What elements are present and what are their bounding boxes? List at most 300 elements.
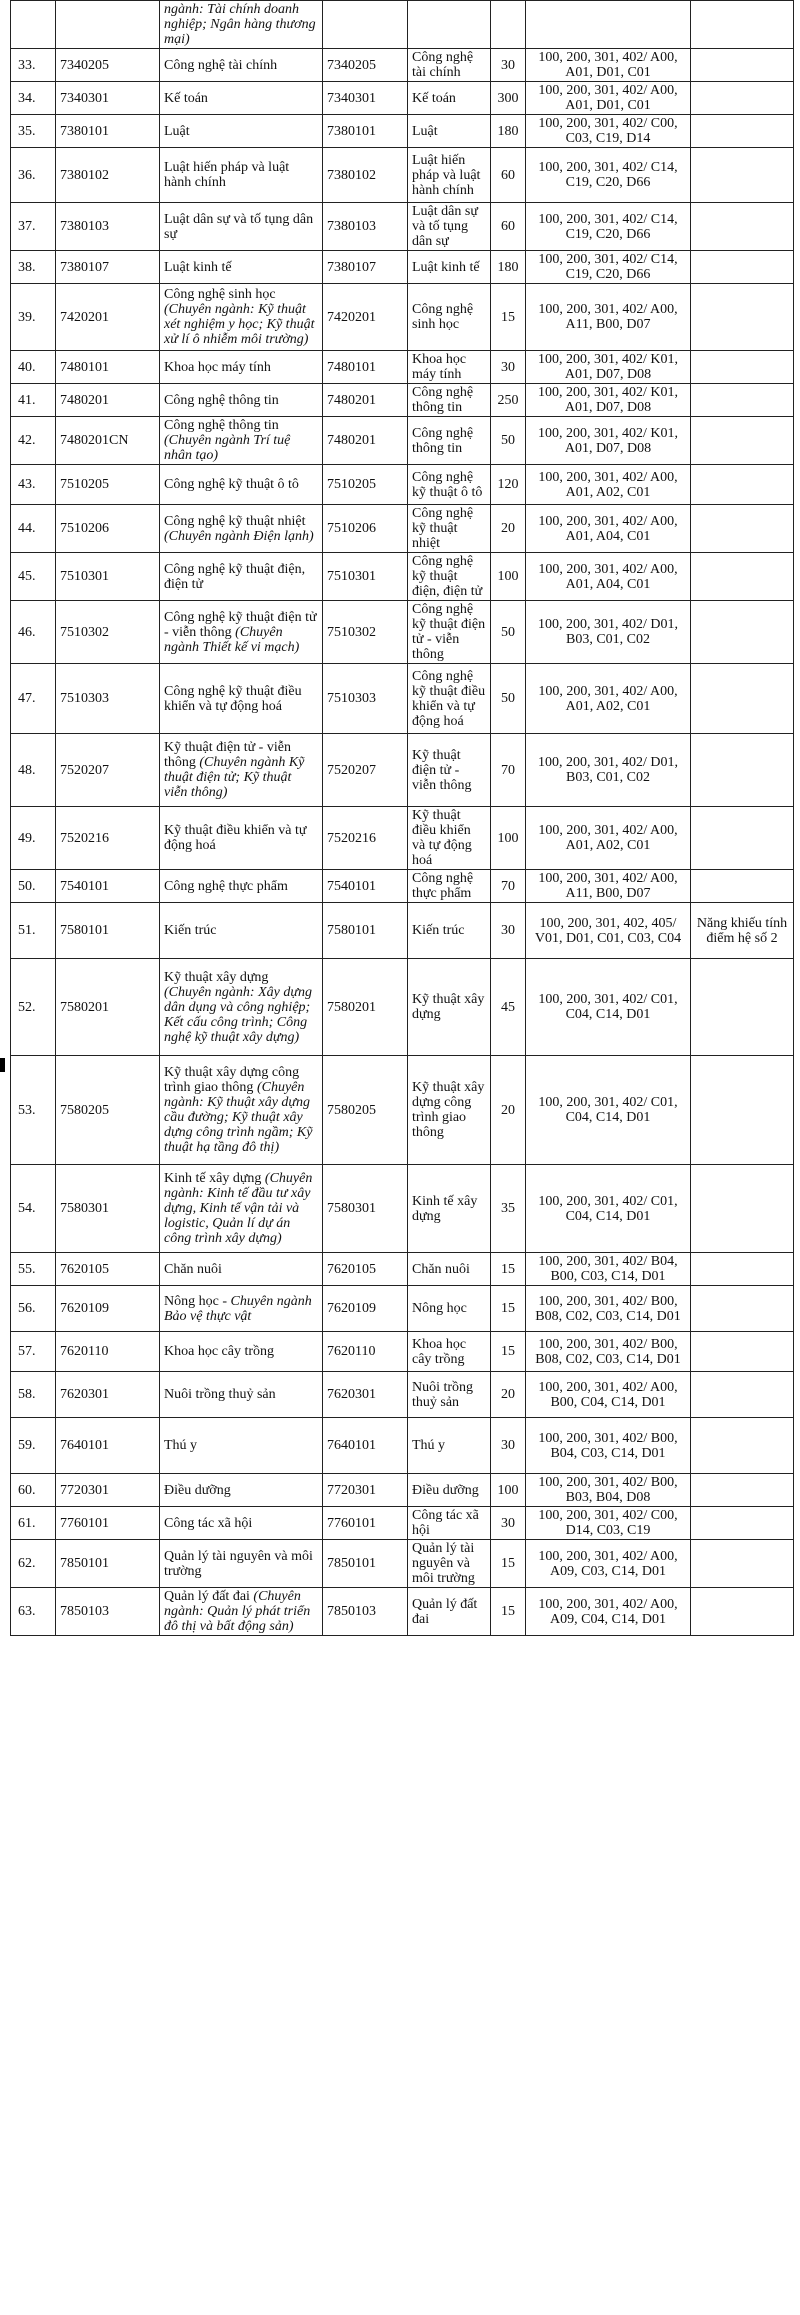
- std-code-text: 7340301: [327, 90, 376, 106]
- note-cell: [691, 1588, 794, 1636]
- stt-text: 34.: [18, 90, 36, 106]
- code-text: 7480201: [60, 392, 109, 408]
- name-text: Thú y: [164, 1438, 198, 1453]
- admission-table: [10, 0, 794, 1636]
- std-code-cell: [323, 82, 408, 115]
- name-note-text: (Chuyên ngành Điện lạnh): [164, 528, 314, 544]
- name-note-text: (Chuyên ngành: Kinh tế đầu tư xây dựng, Kinh tế vận tải và logistic, Quản lí dự án công trình xây dựng): [164, 1171, 313, 1246]
- std-code-cell: [323, 384, 408, 417]
- code-text: 7340205: [60, 57, 109, 73]
- combos-cell: [526, 664, 691, 734]
- name-text: Công nghệ tài chính: [164, 57, 278, 73]
- std-name-text: Luật: [412, 123, 438, 139]
- std-name-cell: [408, 601, 491, 664]
- stt-cell: [11, 1372, 56, 1418]
- combos-cell: [526, 1165, 691, 1253]
- quota-cell: [491, 1418, 526, 1474]
- quota-text: 15: [501, 1604, 515, 1619]
- note-cell: [691, 1474, 794, 1507]
- std-code-text: 7510301: [327, 569, 376, 584]
- combos-text: 100, 200, 301, 402/ A00, A11, B00, D07: [538, 871, 678, 901]
- name-text: Khoa học máy tính: [164, 359, 271, 375]
- code-cell: [56, 664, 160, 734]
- quota-text: 30: [501, 1515, 515, 1531]
- std-name-cell: [408, 1507, 491, 1540]
- std-name-text: Công nghệ sinh học: [412, 302, 474, 332]
- std-code-cell: [323, 1332, 408, 1372]
- std-name-cell: [408, 1540, 491, 1588]
- code-text: 7850103: [60, 1604, 109, 1619]
- std-name-cell: [408, 1253, 491, 1286]
- quota-cell: [491, 601, 526, 664]
- std-code-cell: [323, 1588, 408, 1636]
- stt-text: 33.: [18, 57, 36, 73]
- std-name-cell: [408, 417, 491, 465]
- name-text: Luật kinh tế: [164, 259, 232, 275]
- std-name-cell: [408, 553, 491, 601]
- std-code-text: 7340205: [327, 57, 376, 73]
- stt-cell: [11, 664, 56, 734]
- quota-cell: [491, 384, 526, 417]
- stt-cell: [11, 959, 56, 1056]
- code-cell: [56, 601, 160, 664]
- name-cell: [160, 1165, 323, 1253]
- stt-cell: [11, 601, 56, 664]
- std-name-text: Công nghệ kỹ thuật điện tử - viễn thông: [412, 602, 486, 662]
- quota-cell: [491, 807, 526, 870]
- combos-text: 100, 200, 301, 402/ C14, C19, C20, D66: [538, 211, 678, 242]
- combos-text: 100, 200, 301, 402/ A00, A01, D01, C01: [538, 50, 678, 80]
- std-code-text: 7380102: [327, 167, 376, 183]
- std-code-cell: [323, 465, 408, 505]
- combos-text: 100, 200, 301, 402/ A00, A01, D01, C01: [538, 83, 678, 113]
- combos-text: 100, 200, 301, 402/ A00, A11, B00, D07: [538, 302, 678, 332]
- stt-text: 39.: [18, 309, 36, 325]
- std-name-text: Kiến trúc: [412, 923, 465, 938]
- stt-text: 36.: [18, 167, 36, 183]
- code-cell: [56, 1253, 160, 1286]
- quota-text: 60: [501, 167, 515, 183]
- std-name-text: Kinh tế xây dựng: [412, 1193, 478, 1224]
- quota-text: 15: [501, 1301, 515, 1316]
- quota-text: 15: [501, 309, 515, 325]
- name-cell: [160, 807, 323, 870]
- std-name-cell: [408, 1056, 491, 1165]
- quota-text: 15: [501, 1261, 515, 1277]
- std-code-cell: [323, 734, 408, 807]
- std-code-cell: [323, 1056, 408, 1165]
- name-cell: [160, 284, 323, 351]
- code-text: 7580101: [60, 923, 109, 938]
- std-code-cell: [323, 1507, 408, 1540]
- quota-cell: [491, 417, 526, 465]
- std-code-cell: [323, 553, 408, 601]
- std-code-text: 7520207: [327, 762, 376, 778]
- std-code-cell: [323, 417, 408, 465]
- code-cell: [56, 417, 160, 465]
- note-cell: [691, 734, 794, 807]
- note-cell: [691, 903, 794, 959]
- note-cell: [691, 1, 794, 49]
- quota-cell: [491, 351, 526, 384]
- combos-cell: [526, 1474, 691, 1507]
- name-cell: [160, 1540, 323, 1588]
- quota-text: 60: [501, 219, 515, 234]
- combos-cell: [526, 505, 691, 553]
- code-cell: [56, 870, 160, 903]
- name-text: Công tác xã hội: [164, 1515, 253, 1531]
- note-cell: [691, 49, 794, 82]
- code-cell: [56, 959, 160, 1056]
- table-row: [11, 82, 794, 115]
- combos-cell: [526, 148, 691, 203]
- quota-text: 50: [501, 624, 515, 640]
- stt-text: 42.: [18, 433, 36, 448]
- note-cell: [691, 148, 794, 203]
- name-text: Quản lý tài nguyên và môi trường: [164, 1548, 313, 1579]
- std-code-cell: [323, 115, 408, 148]
- code-cell: [56, 903, 160, 959]
- quota-cell: [491, 49, 526, 82]
- name-text: Công nghệ kỹ thuật nhiệt: [164, 513, 306, 529]
- note-cell: [691, 82, 794, 115]
- name-text: Luật hiến pháp và luật hành chính: [164, 160, 290, 190]
- combos-cell: [526, 1507, 691, 1540]
- quota-text: 30: [501, 923, 515, 938]
- stt-cell: [11, 284, 56, 351]
- std-name-text: Kỹ thuật điều khiển và tự động hoá: [412, 808, 472, 868]
- std-name-cell: [408, 1372, 491, 1418]
- code-cell: [56, 807, 160, 870]
- quota-cell: [491, 1372, 526, 1418]
- stt-cell: [11, 384, 56, 417]
- code-text: 7620109: [60, 1301, 109, 1316]
- name-text: Luật dân sự và tố tụng dân sự: [164, 211, 314, 242]
- table-row: [11, 1056, 794, 1165]
- name-cell: [160, 734, 323, 807]
- std-name-text: Luật hiến pháp và luật hành chính: [412, 152, 481, 198]
- name-text: Công nghệ kỹ thuật điều khiển và tự động hoá: [164, 683, 302, 714]
- table-row: [11, 1372, 794, 1418]
- std-code-text: 7380103: [327, 219, 376, 234]
- table-row: [11, 959, 794, 1056]
- table-row: [11, 284, 794, 351]
- code-text: 7580301: [60, 1201, 109, 1216]
- code-cell: [56, 1332, 160, 1372]
- name-cell: [160, 553, 323, 601]
- stt-text: 57.: [18, 1344, 36, 1359]
- table-row: [11, 465, 794, 505]
- combos-cell: [526, 351, 691, 384]
- name-text: Công nghệ kỹ thuật điện tử - viễn thông: [164, 609, 317, 640]
- code-text: 7580201: [60, 999, 109, 1015]
- code-cell: [56, 553, 160, 601]
- name-text: Công nghệ thực phẩm: [164, 878, 288, 894]
- stt-cell: [11, 251, 56, 284]
- combos-cell: [526, 1332, 691, 1372]
- code-text: 7340301: [60, 90, 109, 106]
- combos-cell: [526, 1540, 691, 1588]
- code-cell: [56, 115, 160, 148]
- quota-text: 300: [497, 90, 519, 106]
- stt-cell: [11, 82, 56, 115]
- quota-cell: [491, 1588, 526, 1636]
- stt-text: 46.: [18, 624, 36, 640]
- code-cell: [56, 1286, 160, 1332]
- table-row: [11, 1253, 794, 1286]
- std-name-text: Công nghệ kỹ thuật nhiệt: [412, 506, 474, 551]
- combos-cell: [526, 807, 691, 870]
- std-code-text: 7580205: [327, 1102, 376, 1118]
- std-code-text: 7620105: [327, 1261, 376, 1277]
- stt-cell: [11, 1165, 56, 1253]
- std-name-cell: [408, 1165, 491, 1253]
- code-text: 7760101: [60, 1515, 109, 1531]
- quota-text: 120: [497, 477, 519, 492]
- note-cell: [691, 351, 794, 384]
- name-text: Công nghệ kỹ thuật điện, điện tử: [164, 561, 306, 592]
- code-text: 7380102: [60, 167, 109, 183]
- stt-text: 53.: [18, 1102, 36, 1118]
- note-cell: [691, 553, 794, 601]
- std-code-cell: [323, 601, 408, 664]
- std-code-cell: [323, 664, 408, 734]
- std-name-text: Thú y: [412, 1438, 446, 1453]
- code-cell: [56, 384, 160, 417]
- note-cell: [691, 1332, 794, 1372]
- name-cell: [160, 1332, 323, 1372]
- std-code-cell: [323, 870, 408, 903]
- quota-cell: [491, 465, 526, 505]
- code-cell: [56, 1, 160, 49]
- name-text: Kiến trúc: [164, 923, 217, 938]
- name-cell: [160, 49, 323, 82]
- combos-text: 100, 200, 301, 402/ B00, B04, C03, C14, D01: [538, 1430, 678, 1461]
- quota-cell: [491, 734, 526, 807]
- std-code-cell: [323, 1540, 408, 1588]
- code-cell: [56, 82, 160, 115]
- combos-cell: [526, 601, 691, 664]
- std-code-cell: [323, 49, 408, 82]
- quota-cell: [491, 251, 526, 284]
- stt-cell: [11, 49, 56, 82]
- combos-text: 100, 200, 301, 402/ A00, B00, C04, C14, D01: [538, 1379, 678, 1410]
- note-cell: [691, 601, 794, 664]
- table-row: [11, 1332, 794, 1372]
- stt-cell: [11, 1286, 56, 1332]
- std-code-cell: [323, 251, 408, 284]
- note-cell: [691, 1507, 794, 1540]
- std-name-text: Luật kinh tế: [412, 259, 480, 275]
- note-cell: [691, 284, 794, 351]
- std-name-cell: [408, 664, 491, 734]
- std-name-text: Kế toán: [412, 90, 456, 106]
- note-cell: [691, 115, 794, 148]
- stt-text: 61.: [18, 1515, 36, 1531]
- stt-text: 44.: [18, 521, 36, 536]
- std-name-text: Công nghệ thông tin: [412, 385, 474, 415]
- code-cell: [56, 1056, 160, 1165]
- combos-cell: [526, 1056, 691, 1165]
- quota-text: 20: [501, 521, 515, 536]
- quota-text: 100: [497, 830, 519, 846]
- quota-text: 30: [501, 57, 515, 73]
- stt-text: 37.: [18, 219, 36, 234]
- quota-cell: [491, 1, 526, 49]
- quota-cell: [491, 203, 526, 251]
- std-code-cell: [323, 148, 408, 203]
- std-name-text: Luật dân sự và tố tụng dân sự: [412, 204, 478, 249]
- quota-cell: [491, 505, 526, 553]
- stt-text: 58.: [18, 1387, 36, 1402]
- stt-cell: [11, 505, 56, 553]
- name-text: Kỹ thuật xây dựng công trình giao thông: [164, 1065, 300, 1095]
- quota-text: 100: [497, 1482, 519, 1498]
- combos-cell: [526, 465, 691, 505]
- code-text: 7420201: [60, 309, 109, 325]
- quota-cell: [491, 553, 526, 601]
- combos-cell: [526, 1286, 691, 1332]
- std-code-text: 7620301: [327, 1387, 376, 1402]
- stt-text: 35.: [18, 123, 36, 139]
- quota-text: 45: [501, 999, 515, 1015]
- quota-cell: [491, 903, 526, 959]
- stt-cell: [11, 1253, 56, 1286]
- quota-cell: [491, 959, 526, 1056]
- std-code-cell: [323, 351, 408, 384]
- combos-text: 100, 200, 301, 402/ C00, D14, C03, C19: [538, 1508, 678, 1538]
- std-name-text: Công nghệ kỹ thuật ô tô: [412, 469, 483, 500]
- name-note-text: (Chuyên ngành Thiết kế vi mạch): [164, 624, 300, 655]
- std-code-text: 7520216: [327, 830, 376, 846]
- name-cell: [160, 959, 323, 1056]
- std-name-cell: [408, 903, 491, 959]
- table-row: [11, 1507, 794, 1540]
- combos-cell: [526, 959, 691, 1056]
- std-name-text: Chăn nuôi: [412, 1261, 470, 1277]
- combos-text: 100, 200, 301, 402/ A00, A01, A04, C01: [538, 561, 678, 592]
- std-code-text: 7620110: [327, 1344, 376, 1359]
- code-text: 7510205: [60, 477, 109, 492]
- stt-text: 51.: [18, 923, 36, 938]
- note-cell: [691, 384, 794, 417]
- std-name-text: Nông học: [412, 1301, 467, 1316]
- stt-cell: [11, 148, 56, 203]
- name-note-text: (Chuyên ngành: Kỹ thuật xây dựng cầu đường; Kỹ thuật xây dựng công trình ngầm; Kỹ thuật hạ tầng đô thị): [164, 1080, 313, 1155]
- name-text: Nông học -: [164, 1293, 231, 1309]
- stt-text: 38.: [18, 259, 36, 275]
- table-row: [11, 903, 794, 959]
- std-code-cell: [323, 505, 408, 553]
- name-cell: [160, 1474, 323, 1507]
- name-cell: [160, 351, 323, 384]
- name-text: Công nghệ sinh học: [164, 287, 276, 302]
- stt-text: 41.: [18, 392, 36, 408]
- stt-text: 48.: [18, 762, 36, 778]
- std-code-text: 7580201: [327, 999, 376, 1015]
- note-cell: [691, 417, 794, 465]
- name-note-text: (Chuyên ngành Kỹ thuật điện tử; Kỹ thuật viễn thông): [164, 755, 305, 800]
- std-name-text: Khoa học máy tính: [412, 352, 467, 382]
- table-row: [11, 553, 794, 601]
- combos-text: 100, 200, 301, 402/ A00, A01, A02, C01: [538, 683, 678, 714]
- table-row: [11, 807, 794, 870]
- combos-text: 100, 200, 301, 402/ A00, A09, C04, C14, D01: [538, 1596, 678, 1627]
- combos-text: 100, 200, 301, 402/ A00, A01, A04, C01: [538, 513, 678, 544]
- name-text: Quản lý đất đai: [164, 1589, 254, 1604]
- table-row: [11, 384, 794, 417]
- std-code-cell: [323, 903, 408, 959]
- name-cell: [160, 203, 323, 251]
- std-name-text: Công nghệ kỹ thuật điều khiển và tự động hoá: [412, 668, 486, 729]
- std-code-text: 7510303: [327, 691, 376, 706]
- combos-text: 100, 200, 301, 402/ A00, A01, A02, C01: [538, 469, 678, 500]
- table-row: [11, 417, 794, 465]
- std-code-text: 7380101: [327, 123, 376, 139]
- std-name-cell: [408, 351, 491, 384]
- combos-cell: [526, 115, 691, 148]
- combos-cell: [526, 417, 691, 465]
- std-name-cell: [408, 870, 491, 903]
- note-cell: [691, 1540, 794, 1588]
- quota-cell: [491, 1165, 526, 1253]
- std-name-text: Công nghệ tài chính: [412, 50, 474, 80]
- note-cell: [691, 251, 794, 284]
- table-body: [11, 1, 794, 1636]
- stt-text: 52.: [18, 999, 36, 1015]
- name-text: Kỹ thuật điện tử - viễn thông: [164, 740, 291, 770]
- code-cell: [56, 203, 160, 251]
- stt-cell: [11, 807, 56, 870]
- stt-cell: [11, 1540, 56, 1588]
- name-note-text: Chuyên ngành Bảo vệ thực vật: [164, 1293, 312, 1324]
- code-text: 7380103: [60, 219, 109, 234]
- std-name-cell: [408, 1, 491, 49]
- std-code-cell: [323, 1165, 408, 1253]
- table-row: [11, 601, 794, 664]
- combos-cell: [526, 384, 691, 417]
- quota-text: 30: [501, 1438, 515, 1453]
- std-name-cell: [408, 284, 491, 351]
- name-text: Kỹ thuật điều khiển và tự động hoá: [164, 823, 307, 853]
- code-cell: [56, 148, 160, 203]
- std-name-text: Kỹ thuật điện tử - viễn thông: [412, 747, 472, 793]
- quota-text: 20: [501, 1387, 515, 1402]
- std-code-cell: [323, 1286, 408, 1332]
- combos-text: 100, 200, 301, 402/ B04, B00, C03, C14, D01: [538, 1254, 678, 1284]
- combos-cell: [526, 734, 691, 807]
- stt-cell: [11, 870, 56, 903]
- note-cell: [691, 1253, 794, 1286]
- name-cell: [160, 1372, 323, 1418]
- code-text: 7580205: [60, 1102, 109, 1118]
- note-cell: [691, 807, 794, 870]
- combos-cell: [526, 1588, 691, 1636]
- name-text: Kỹ thuật xây dựng: [164, 969, 269, 985]
- stt-text: 55.: [18, 1261, 36, 1277]
- code-text: 7640101: [60, 1438, 109, 1453]
- std-name-text: Điều dưỡng: [412, 1482, 479, 1498]
- name-text: Công nghệ thông tin: [164, 392, 279, 408]
- stt-text: 50.: [18, 878, 36, 894]
- stt-text: 56.: [18, 1301, 36, 1316]
- note-cell: [691, 1286, 794, 1332]
- quota-text: 15: [501, 1344, 515, 1359]
- combos-text: 100, 200, 301, 402/ D01, B03, C01, C02: [538, 617, 678, 647]
- table-row: [11, 203, 794, 251]
- name-cell: [160, 870, 323, 903]
- combos-text: 100, 200, 301, 402/ K01, A01, D07, D08: [538, 385, 678, 415]
